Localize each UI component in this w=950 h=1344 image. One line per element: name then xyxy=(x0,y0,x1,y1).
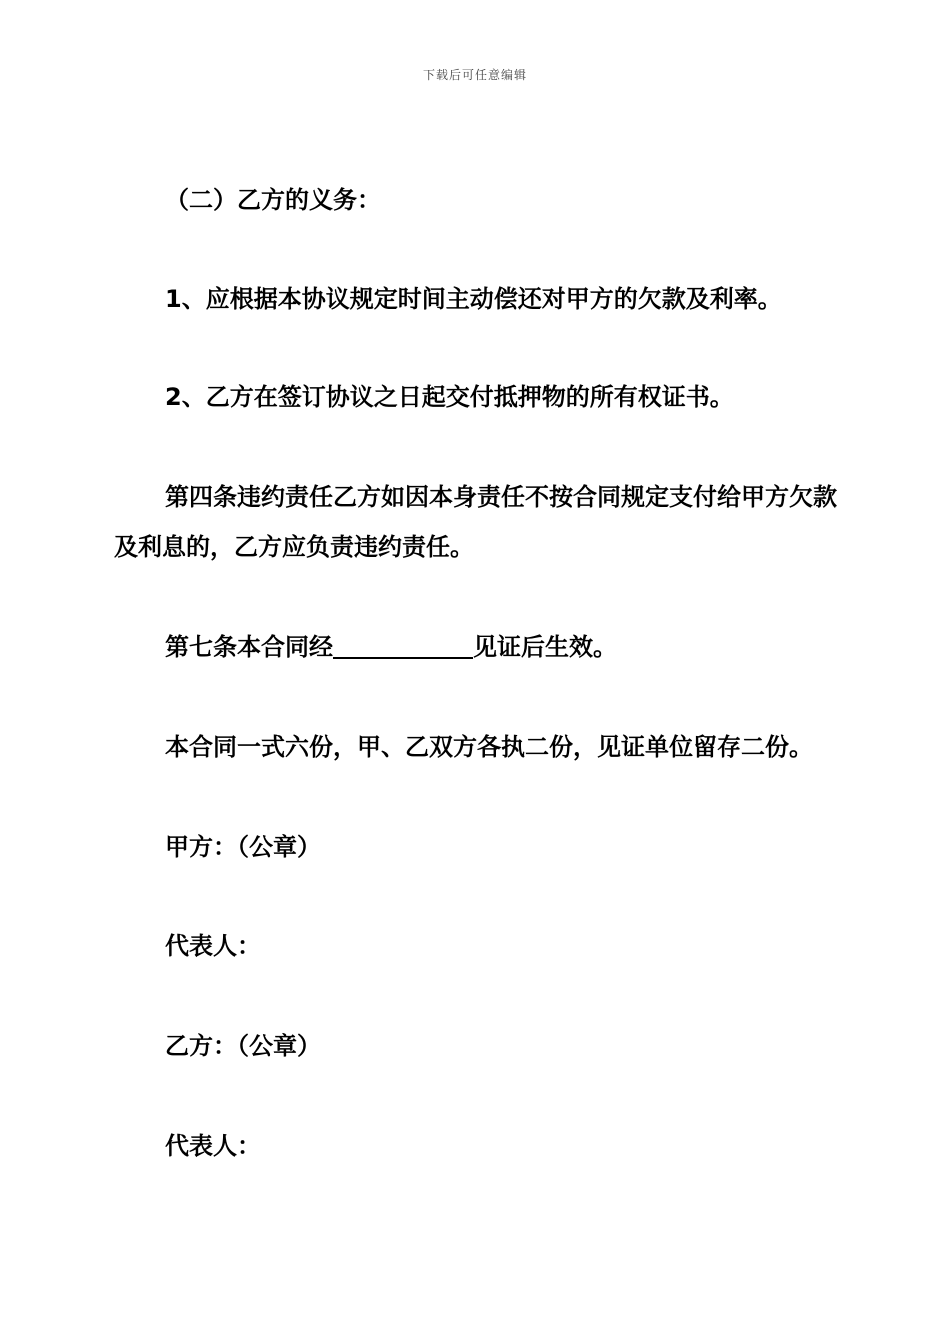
party-b-representative: 代表人： xyxy=(165,1132,261,1160)
article-4-breach-liability: 第四条违约责任乙方如因本身责任不按合同规定支付给甲方欠款及利息的，乙方应负责违约责任。 xyxy=(114,483,837,561)
duty-item-2: 2、乙方在签订协议之日起交付抵押物的所有权证书。 xyxy=(165,383,734,411)
article-7-effectiveness xyxy=(165,622,617,672)
party-b-duties-heading: （二）乙方的义务： xyxy=(165,186,381,214)
witness-blank-line xyxy=(333,633,473,659)
party-a-seal: 甲方：（公章） xyxy=(165,833,321,861)
party-a-representative: 代表人： xyxy=(165,932,261,960)
header-note: 下载后可任意编辑 xyxy=(422,68,527,82)
article-7-suffix: 见证后生效。 xyxy=(473,633,617,661)
party-b-seal: 乙方：（公章） xyxy=(165,1032,321,1060)
duty-item-1: 1、应根据本协议规定时间主动偿还对甲方的欠款及利率。 xyxy=(165,285,782,313)
copies-clause: 本合同一式六份，甲、乙双方各执二份，见证单位留存二份。 xyxy=(165,733,813,761)
article-7-prefix: 第七条本合同经 xyxy=(165,633,333,661)
